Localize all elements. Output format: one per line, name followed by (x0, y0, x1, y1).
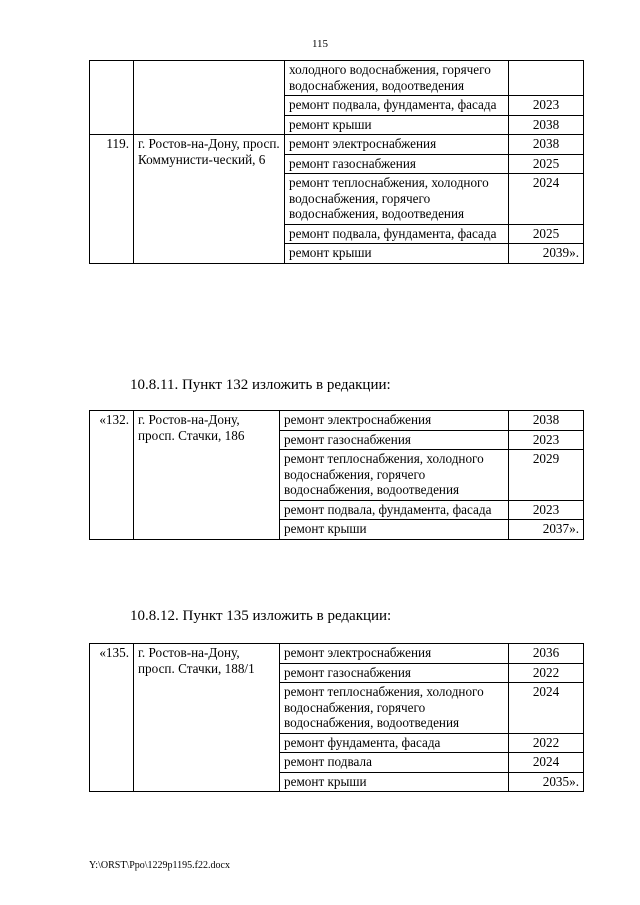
file-path-footer: Y:\ORST\Ppo\1229p1195.f22.docx (89, 860, 230, 871)
year-cell: 2038 (509, 135, 584, 155)
work-cell: ремонт электроснабжения (285, 135, 509, 155)
work-cell: холодного водоснабжения, горячего водоснабжения, водоотведения (285, 61, 509, 96)
entry-number: «135. (90, 644, 134, 792)
year-cell: 2024 (509, 174, 584, 225)
address-cell-continued (134, 61, 285, 135)
work-cell: ремонт теплоснабжения, холодного водоснабжения, горячего водоснабжения, водоотведения (285, 174, 509, 225)
work-cell: ремонт газоснабжения (285, 154, 509, 174)
work-cell: ремонт электроснабжения (280, 644, 509, 664)
instruction-point-132: 10.8.11. Пункт 132 изложить в редакции: (130, 377, 391, 393)
work-cell: ремонт крыши (280, 520, 509, 540)
year-cell: 2022 (509, 733, 584, 753)
year-cell: 2023 (509, 96, 584, 116)
works-table-119 (89, 60, 584, 264)
year-cell: 2025 (509, 224, 584, 244)
work-cell: ремонт газоснабжения (280, 430, 509, 450)
address-cell: г. Ростов-на-Дону, просп. Стачки, 188/1 (134, 644, 280, 792)
year-cell: 2037». (509, 520, 584, 540)
table-row (90, 644, 584, 664)
page-number: 115 (311, 38, 329, 50)
work-cell: ремонт фундамента, фасада (280, 733, 509, 753)
work-cell: ремонт газоснабжения (280, 663, 509, 683)
year-cell: 2038 (509, 115, 584, 135)
work-cell: ремонт крыши (285, 115, 509, 135)
instruction-point-135: 10.8.12. Пункт 135 изложить в редакции: (130, 608, 392, 624)
year-cell: 2039». (509, 244, 584, 264)
num-cell-continued (90, 61, 134, 135)
address-cell: г. Ростов-на-Дону, просп. Коммунисти-ческий, 6 (134, 135, 285, 264)
entry-number: 119. (90, 135, 134, 264)
works-table-135 (89, 643, 584, 792)
table-row (90, 135, 584, 155)
work-cell: ремонт подвала (280, 753, 509, 773)
work-cell: ремонт крыши (285, 244, 509, 264)
work-cell: ремонт теплоснабжения, холодного водоснабжения, горячего водоснабжения, водоотведения (280, 450, 509, 501)
year-cell: 2023 (509, 500, 584, 520)
year-cell (509, 61, 584, 96)
entry-number: «132. (90, 411, 134, 540)
year-cell: 2036 (509, 644, 584, 664)
table-row (90, 61, 584, 96)
year-cell: 2022 (509, 663, 584, 683)
year-cell: 2025 (509, 154, 584, 174)
year-cell: 2023 (509, 430, 584, 450)
work-cell: ремонт подвала, фундамента, фасада (280, 500, 509, 520)
work-cell: ремонт подвала, фундамента, фасада (285, 96, 509, 116)
work-cell: ремонт крыши (280, 772, 509, 792)
work-cell: ремонт электроснабжения (280, 411, 509, 431)
table-row (90, 411, 584, 431)
work-cell: ремонт теплоснабжения, холодного водоснабжения, горячего водоснабжения, водоотведения (280, 683, 509, 734)
year-cell: 2024 (509, 753, 584, 773)
work-cell: ремонт подвала, фундамента, фасада (285, 224, 509, 244)
year-cell: 2024 (509, 683, 584, 734)
year-cell: 2029 (509, 450, 584, 501)
year-cell: 2035». (509, 772, 584, 792)
year-cell: 2038 (509, 411, 584, 431)
works-table-132 (89, 410, 584, 540)
address-cell: г. Ростов-на-Дону, просп. Стачки, 186 (134, 411, 280, 540)
